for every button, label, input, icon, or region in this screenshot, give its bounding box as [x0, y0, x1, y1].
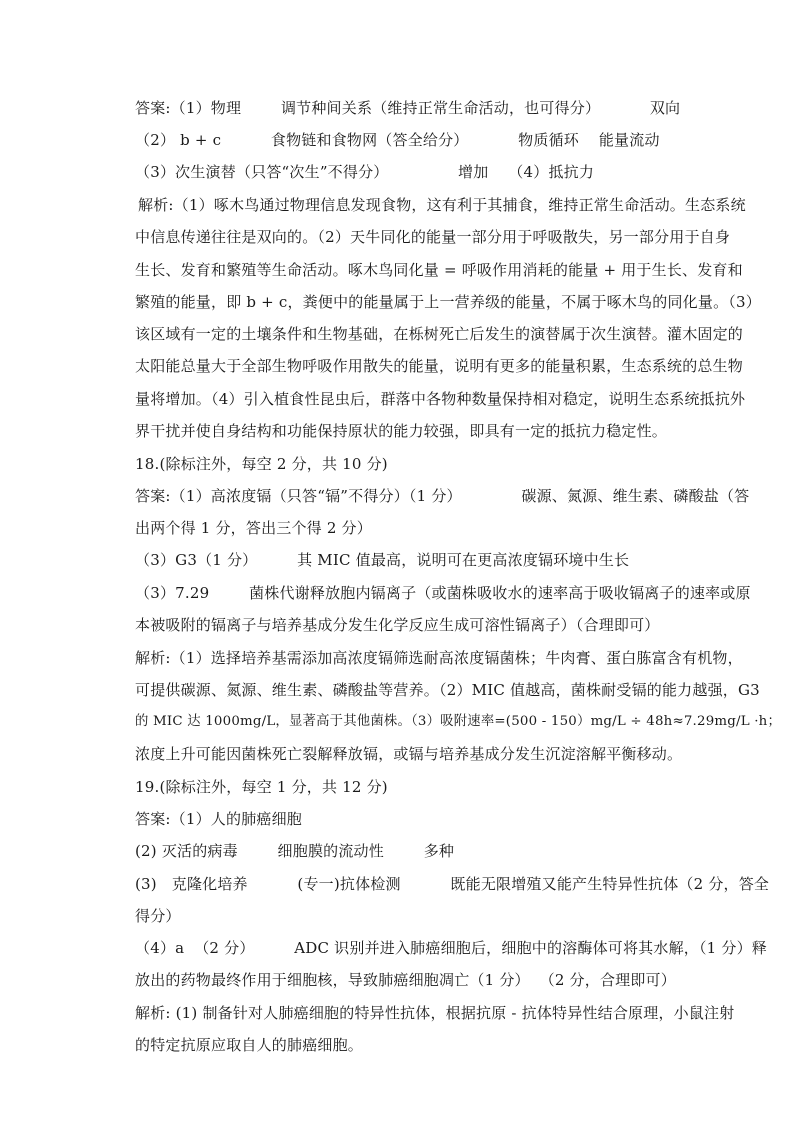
- text-line: 出两个得 1 分，答出三个得 2 分）: [135, 519, 372, 537]
- text-line: （3）7.29 菌株代谢释放胞内镉离子（或菌株吸收水的速率高于吸收镉离子的速率或原: [135, 584, 751, 602]
- text-line: （3）次生演替（只答“次生”不得分） 增加 （4）抵抗力: [135, 163, 595, 181]
- text-line: 界干扰并使自身结构和功能保持原状的能力较强，即具有一定的抵抗力稳定性。: [135, 422, 668, 440]
- question-header: 19.(除标注外，每空 1 分，共 12 分): [135, 778, 388, 796]
- text-line: （3）G3（1 分） 其 MIC 值最高，说明可在更高浓度镉环境中生长: [135, 551, 630, 569]
- text-line: 生长、发育和繁殖等生命活动。啄木鸟同化量 = 呼吸作用消耗的能量 + 用于生长、发育和: [135, 261, 743, 279]
- text-line: 的 MIC 达 1000mg/L，显著高于其他菌株。（3）吸附速率=(500 - 150）mg/L ÷ 48h≈7.29mg/L ·h；: [135, 714, 782, 729]
- text-line: 太阳能总量大于全部生物呼吸作用散失的能量，说明有更多的能量积累，生态系统的总生物: [135, 357, 744, 375]
- text-line: 中信息传递往往是双向的。（2）天牛同化的能量一部分用于呼吸散失，另一部分用于自身: [135, 228, 731, 246]
- text-line: 解析:（1）啄木鸟通过物理信息发现食物，这有利于其捕食，维持正常生命活动。生态系统: [138, 196, 746, 214]
- text-line: 放出的药物最终作用于细胞核，导致肺癌细胞凋亡（1 分） （2 分，合理即可）: [135, 971, 676, 989]
- text-line: 解析:（1）选择培养基需添加高浓度镉筛选耐高浓度镉菌株；牛肉膏、蛋白胨富含有机物，: [135, 649, 743, 667]
- text-line: 浓度上升可能因菌株死亡裂解释放镉，或镉与培养基成分发生沉淀溶解平衡移动。: [135, 745, 683, 763]
- text-line: 答案:（1）人的肺癌细胞: [135, 810, 302, 828]
- question-header: 18.(除标注外，每空 2 分，共 10 分): [135, 455, 388, 473]
- text-line: （2） b + c 食物链和食物网（答全给分） 物质循环 能量流动: [135, 131, 660, 149]
- text-line: (2) 灭活的病毒 细胞膜的流动性 多种: [135, 842, 455, 860]
- text-line: （4）a （2 分） ADC 识别并进入肺癌细胞后，细胞中的溶酶体可将其水解，（1 分）释: [135, 939, 767, 957]
- text-line: 解析: (1) 制备针对人肺癌细胞的特异性抗体，根据抗原 - 抗体特异性结合原理，小鼠注射: [135, 1004, 735, 1022]
- text-line: 该区域有一定的土壤条件和生物基础，在栎树死亡后发生的演替属于次生演替。灌木固定的: [135, 325, 744, 343]
- text-line: 的特定抗原应取自人的肺癌细胞。: [135, 1036, 364, 1054]
- text-line: 得分）: [135, 907, 181, 925]
- text-line: 可提供碳源、氮源、维生素、磷酸盐等营养。（2）MIC 值越高，菌株耐受镉的能力越强，G3: [135, 681, 760, 699]
- text-line: 答案:（1）物理 调节种间关系（维持正常生命活动，也可得分） 双向: [135, 99, 681, 117]
- text-line: 答案:（1）高浓度镉（只答“镉”不得分）（1 分） 碳源、氮源、维生素、磷酸盐（答: [135, 487, 750, 505]
- text-line: 量将增加。（4）引入植食性昆虫后，群落中各物种数量保持相对稳定，说明生态系统抵抗外: [135, 390, 746, 408]
- text-line: 本被吸附的镉离子与培养基成分发生化学反应生成可溶性镉离子）（合理即可）: [135, 616, 660, 634]
- text-line: 繁殖的能量，即 b + c，粪便中的能量属于上一营养级的能量，不属于啄木鸟的同化量。（3）: [135, 293, 761, 311]
- text-line: (3) 克隆化培养 (专一)抗体检测 既能无限增殖又能产生特异性抗体（2 分，答全: [135, 875, 770, 893]
